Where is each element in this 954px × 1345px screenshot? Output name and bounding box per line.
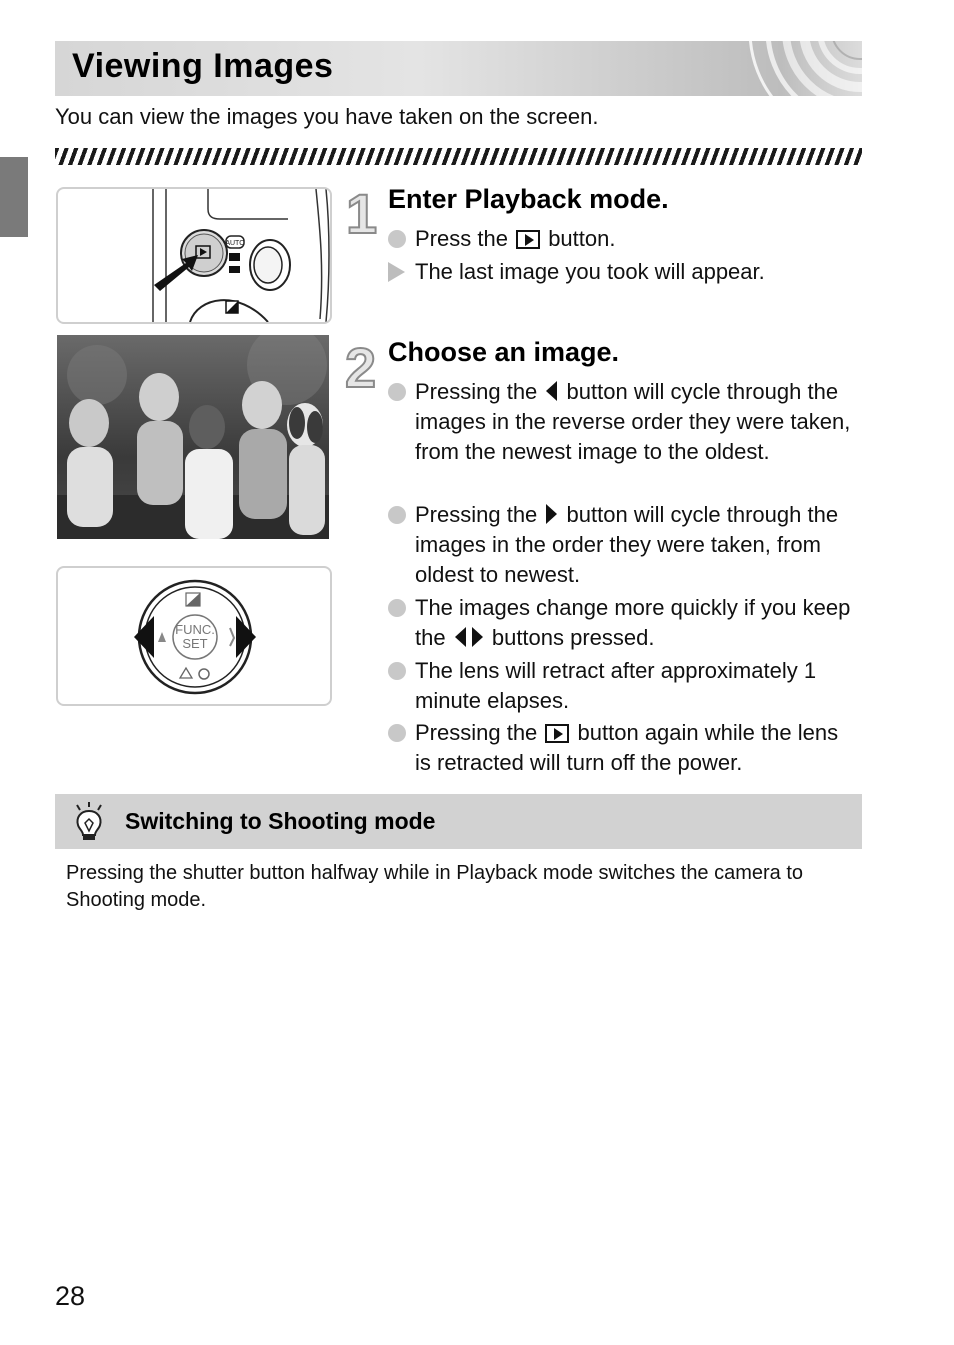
bullet-text: Pressing the <box>415 720 538 745</box>
list-item <box>388 224 858 254</box>
left-arrow-icon <box>455 627 466 647</box>
camera-playback-illustration <box>56 187 332 324</box>
step-number-2: 2 <box>345 336 377 399</box>
bullet-text: The lens will retract after approximately 1 minute elapses. <box>415 658 817 713</box>
page-number: 28 <box>55 1281 86 1311</box>
bullet-text: The images change more quickly if you <box>415 595 797 620</box>
right-arrow-icon <box>546 504 557 524</box>
bullet-text: buttons pressed. <box>491 625 655 650</box>
playback-button-icon <box>545 724 569 743</box>
list-item <box>388 500 858 590</box>
bullet-text: Press the <box>415 226 508 251</box>
list-item <box>388 377 858 467</box>
bullet-text: lens is retracted will turn off the power. <box>415 720 839 775</box>
step-number-1: 1 <box>346 182 378 245</box>
list-item <box>388 656 858 716</box>
sample-photo <box>57 335 329 539</box>
bullet-text: keep the <box>415 595 851 650</box>
auto-label: AUTO <box>225 240 245 247</box>
bullet-text: the images in the order they were taken, from oldest to newest. <box>415 502 839 587</box>
bullet-circle-icon <box>388 506 406 524</box>
bullet-circle-icon <box>388 383 406 401</box>
bullet-text: button will cycle through <box>566 379 802 404</box>
title-decoration-icon <box>742 41 862 96</box>
bullet-circle-icon <box>388 230 406 248</box>
set-label: SET <box>182 636 208 651</box>
bullet-text: button. <box>548 226 616 251</box>
step-1-title: Enter Playback mode. <box>388 184 669 214</box>
step-2-title: Choose an image. <box>388 337 620 367</box>
title-band <box>55 41 862 96</box>
section-divider <box>55 148 862 165</box>
list-item <box>388 593 858 653</box>
intro-text: You can view the images you have taken on the screen. <box>55 104 599 129</box>
bullet-text: Pressing the <box>415 502 538 527</box>
list-item <box>388 257 858 287</box>
bullet-text: button will cycle through <box>566 502 802 527</box>
playback-button-icon <box>516 230 540 249</box>
left-arrow-icon <box>546 381 557 401</box>
lightbulb-icon <box>71 801 107 843</box>
list-item <box>388 718 858 778</box>
tip-title: Switching to Shooting mode <box>125 808 436 834</box>
page-title: Viewing Images <box>72 47 334 85</box>
bullet-circle-icon <box>388 724 406 742</box>
bullet-text: button again while the <box>577 720 792 745</box>
tip-body: Pressing the shutter button halfway while in Playback mode switches the camera to Shooting mode. <box>66 862 804 911</box>
bullet-text: Pressing the <box>415 379 538 404</box>
right-arrow-icon <box>472 627 483 647</box>
chapter-side-tab <box>0 157 28 237</box>
bullet-circle-icon <box>388 599 406 617</box>
bullet-circle-icon <box>388 662 406 680</box>
control-dial-illustration <box>56 566 332 706</box>
tip-header <box>55 794 862 849</box>
bullet-text: the images in the reverse order they were taken, from the newest image to the oldest. <box>415 379 851 464</box>
result-triangle-icon <box>388 262 405 282</box>
bullet-text: The last image you took will appear. <box>415 259 765 284</box>
func-label: FUNC. <box>175 622 215 637</box>
